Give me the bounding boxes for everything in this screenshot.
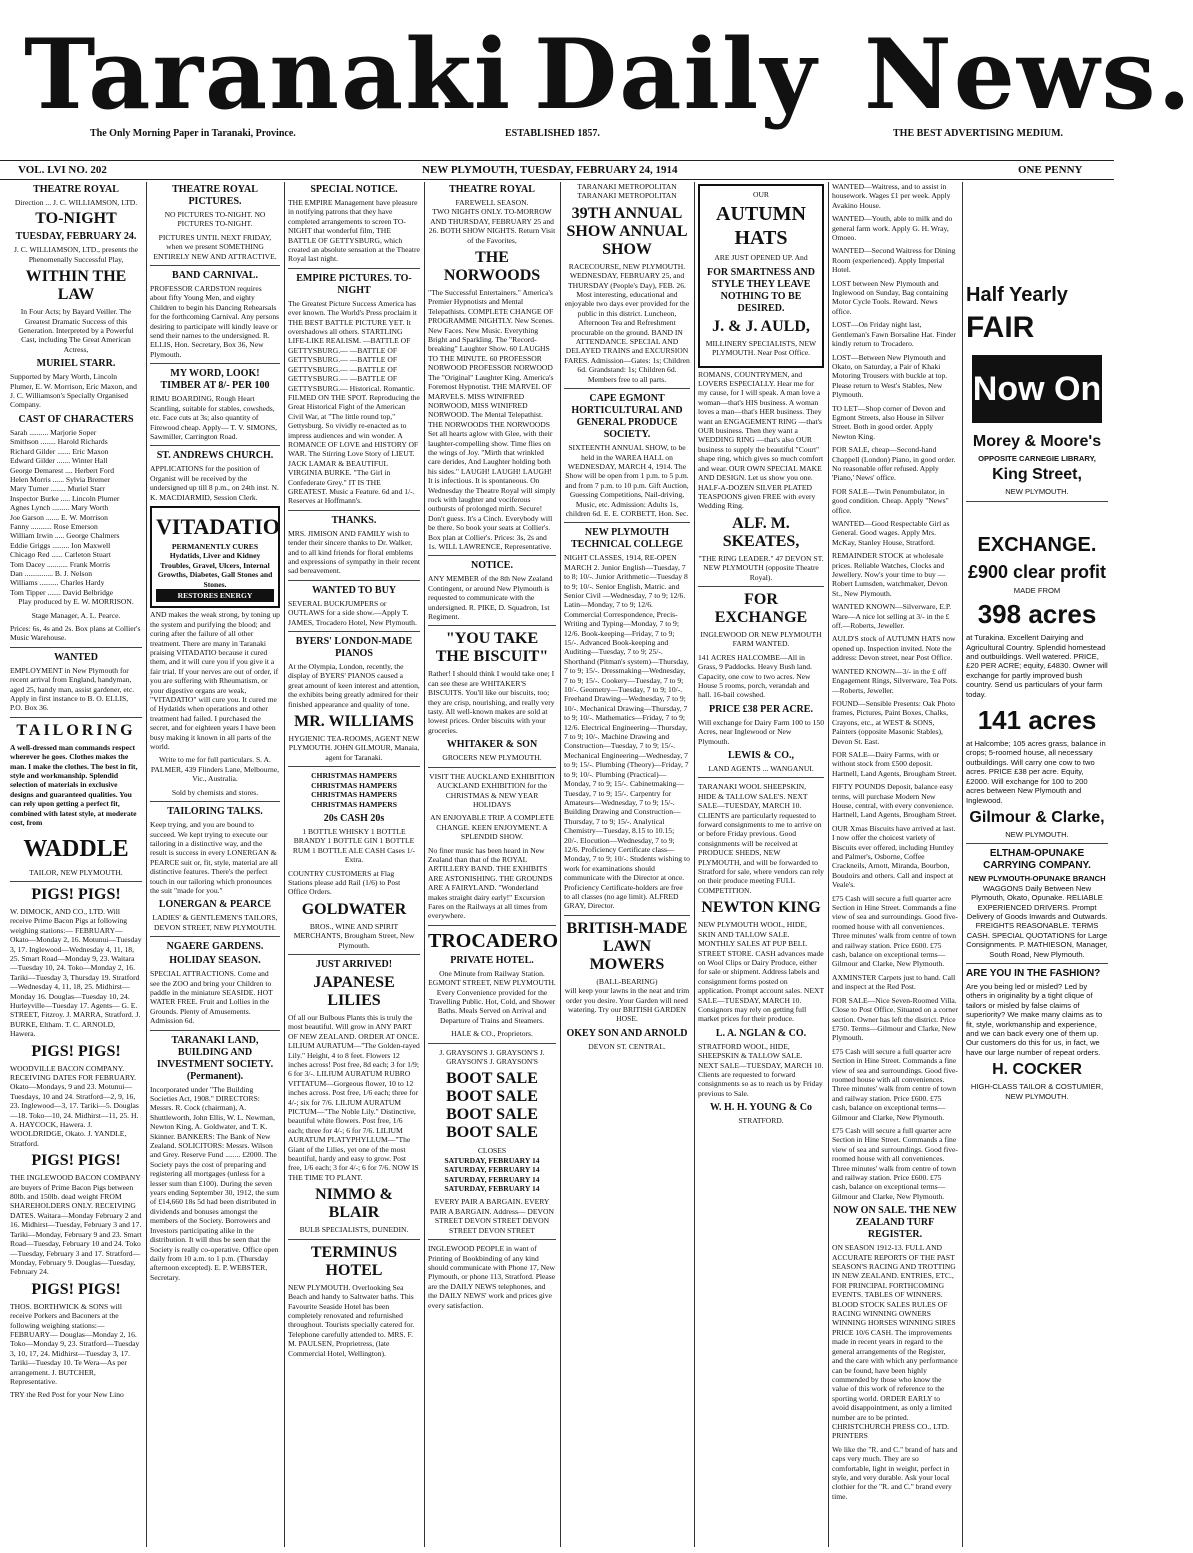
band-carnival-text: PROFESSOR CARDSTON requires about fifty Young Men, and eighty Children to begin his Dancing Rehearsals for the forthcoming Carnival. Any persons desiring to participate will kindly leave or send their names to the undersigned. R. ELLIS, Hon. Secretary, Box 36, New Plymouth. xyxy=(150,284,280,359)
romans-text: ROMANS, COUNTRYMEN, and LOVERS ESPECIALLY. Hear me for my cause, for I will speak. A man love a woman—that's HIS business. A woman loves a man—that's HER business. They want an ENGAGEMENT RING —that's OUR business. Then they want a WEDDING RING —that's also OUR business to supply the beautiful "Court" shape ring, which gives so much comfort and wear. OUR OWN SPECIAL MAKE AND DESIGN. Let us show you one. HALF-A-DOZEN SILVER PLATED TEASPOONS given FREE with every Wedding Ring. xyxy=(698,369,824,511)
wanted-to-buy-text: SEVERAL BUCKJUMPERS or OUTLAWS for a side show.—Apply T. JAMES, Trocadero Hotel, New Plymouth. xyxy=(288,598,417,627)
vitadatio-sold: Sold by chemists and stores. xyxy=(171,787,259,797)
pigs-heading-3: PIGS! PIGS! xyxy=(31,1152,121,1170)
empire-pictures-text: The Greatest Picture Success America has ever known. The World's Press proclaim it THE BEST BATTLE PICTURE YET. It overshadows all others. STARTLING LIFE-LIKE REALISM. —BATTLE OF GETTYSBURG.— —BATTLE OF GETTYSBURG.— —BATTLE OF GETTYSBURG.— —BATTLE OF GETTYSBURG.— —BATTLE OF GETTYSBURG.— Historical. Romantic. FILMED ON THE SPOT. Reproducing the Great Historical Fight of the American Civil War, at "The little round top," Gettysburg. So vividly re-enacted as to impress audiences and win wonder. A ROMANCE OF LOVE and HISTORY OF WAR. The Stirring Love Story of LIEUT. JACK LAMAR & BEAUTIFUL VIRGINIA BURKE. "The Girl in Confederate Grey." IT IS THE GREATEST. Music a Feature. 6d and 1/-. Reserves at Hoffmann's. xyxy=(288,298,420,506)
williams-text: HYGIENIC TEA-ROOMS, AGENT NEW PLYMOUTH. JOHN GILMOUR, Manaia, agent for Taranaki. xyxy=(288,734,420,762)
separator xyxy=(288,954,420,955)
halcombe-text-2: at Halcombe; 105 acres grass, balance in crops; 5-roomed house, all necessary outbuildings. Will carry one cow to two acres. PRICE £38 per acre. Equity, £2000. Will exchange for 100 to 200 acres between New Plymouth and Inglewood. xyxy=(966,739,1106,805)
japanese-lilies-text: Of all our Bulbous Plants this is truly the most beautiful. Will grow in ANY PART OF NEW ZEALAND. ORDER AT ONCE. LILIUM AURATUM—"The Golden-rayed Lily." Height, 4 to 8 feet. Flowers 12 inches across! Post free, 8d each; 3 for 1/9; 6 for 3/-. LILIUM AURATUM RUBRO VITTATUM—Gorgeous flower, 10 to 12 inches across. Post free, 1/6 each; three for 4/-; six for 7/6. LILIUM AURATUM PICTUM—"The Noble Lily." Distinctive, beautiful white flowers. Post free, 1/6 each; three for 4/-; 6 for 7/6. LILIUM AURATUM PLATYPHYLLUM—"The Giant of the Lilies, yet one of the most beautiful, hardy and easy to grow. Post free, 1/6 each; 3 for 4/-; 6 for 7/6. NOW IS THE TIME TO PLANT. xyxy=(288,1012,420,1182)
trocadero-subtitle: PRIVATE HOTEL. xyxy=(450,954,534,966)
cocker-address: HIGH-CLASS TAILOR & COSTUMIER, NEW PLYMOUTH. xyxy=(970,1082,1104,1101)
whitaker-address: GROCERS NEW PLYMOUTH. xyxy=(442,753,542,763)
okey-address: DEVON ST. CENTRAL. xyxy=(588,1041,666,1051)
gilmour-address: NEW PLYMOUTH. xyxy=(1005,829,1069,839)
country-customers: COUNTRY CUSTOMERS at Flag Stations please add Rail (1/6) to Post Office Orders. xyxy=(288,868,401,897)
presents: J. C. WILLIAMSON, LTD., presents the Phenomenally Successful Play, xyxy=(13,245,139,264)
vitadatio-ad xyxy=(150,506,280,608)
column-rule xyxy=(962,182,963,1547)
classified-wanted-5: WANTED KNOWN—Silverware, E.P. Ware—A nice lot selling at 3/- in the £ off.—Roberts, Jeweller. xyxy=(832,602,952,631)
goldwater-text: BROS., WINE AND SPIRIT MERCHANTS, Brougham Street, New Plymouth. xyxy=(293,921,415,950)
inglewood-printing: INGLEWOOD PEOPLE in want of Printing of Bookbinding of any kind should communicate with Phone 17, New Plymouth, or phone 113, Stratford. Please are the DAILY NEWS telephones, and the DAILY NEWS' work and prices give every satisfaction. xyxy=(428,1244,556,1310)
theatre-royal-heading: THEATRE ROYAL xyxy=(33,184,119,195)
exchange-heading: EXCHANGE. xyxy=(977,533,1097,556)
waddle-subtitle: TAILOR, NEW PLYMOUTH. xyxy=(29,867,123,877)
wanted-text: EMPLOYMENT in New Plymouth for recent arrival from England, handyman, aged 25, handy man, assist gardener, etc. Apply in first instance to B. O. ELLIS, P.O. Box 36. xyxy=(10,665,135,713)
halcombe-exchange: Will exchange for Dairy Farm 100 to 150 Acres, near Inglewood or New Plymouth. xyxy=(698,717,825,746)
theatre-royal-heading-2: THEATRE ROYAL xyxy=(449,184,535,195)
classified-lost-3: LOST—Between New Plymouth and Okato, on Saturday, a Pair of Khaki Motoring Trousers with buckle at top. Please return to West's Stables, New Plymouth. xyxy=(832,352,948,400)
pigs-text-3: THE INGLEWOOD BACON COMPANY are buyers of Prime Bacon Pigs between 80lb. and 150lb. dead weight FROM SHAREHOLDERS ONLY. RECEIVING DATES. Waitara—Monday February 2 and 16. Midhirst—Tuesday, February 3 and 17. Tariki—Monday, February 9 and 23. Smart Road—Tuesday, February 10 and 24. Toko—Tuesday, February 3 and 17. Stratford—Monday, February 9. Douglas—Tuesday, February 24. xyxy=(10,1173,142,1277)
auld-name: J. & J. AULD, xyxy=(712,317,810,335)
acres-141: 141 acres xyxy=(977,705,1097,736)
dateline xyxy=(0,160,1114,180)
separator xyxy=(428,1239,556,1240)
column-rule xyxy=(146,182,147,1547)
price: ONE PENNY xyxy=(1018,164,1083,176)
anglan-text: STRATFORD WOOL, HIDE, SHEEPSKIN & TALLOW SALE. NEXT SALE—TUESDAY, MARCH 10. Clients are requested to forward consignments so as to reach us by Friday previous to Sale. xyxy=(698,1041,824,1098)
waddle-name: WADDLE xyxy=(23,835,129,862)
lonergan-pearce: LONERGAN & PEARCE xyxy=(158,899,272,911)
volume-number: VOL. LVI NO. 202 xyxy=(18,164,107,176)
fashion-text: Are you being led or misled? Led by others in originality by a tight clique of tailors or misled by false claims of superiority? We make many claims as to fit, style, workmanship and experience, and we can back every one of them up. Our customers do this for us, in fact, we have our large number of repeat orders. xyxy=(966,981,1103,1057)
notice-text: ANY MEMBER of the 8th New Zealand Contingent, or around New Plymouth is requested to communicate with the undersigned. R. PIKE, D. Squadron, 1st Regiment. xyxy=(428,574,553,622)
japanese-lilies-heading: JAPANESE LILIES xyxy=(313,973,395,1009)
anglan-co: L. A. NGLAN & CO. xyxy=(715,1027,807,1039)
column-rule xyxy=(828,182,829,1547)
column-3 xyxy=(288,182,420,1542)
trocadero-heading: TROCADERO xyxy=(428,929,559,952)
terminus-hotel-heading: TERMINUS HOTEL xyxy=(310,1243,398,1279)
separator xyxy=(150,801,280,802)
classified-wanted-3: WANTED—Second Waitress for Dining Room (experienced). Apply Imperial Hotel. xyxy=(832,246,956,275)
classified-section-1: £75 Cash will secure a full quarter acre Section in Hine Street. Commands a fine view of sea and surroundings. Good five-roomed house with all conveniences. Three minutes' walk from centre of town and railway station. Price £600. £75 cash, balance on exceptional terms—Gilmour and Clarke, New Plymouth. xyxy=(832,893,958,969)
play-description: In Four Acts; by Bayard Veiller. The Greatest Dramatic Success of this Generation. Interpreted by a Powerful Cast, including The Great American Actress, xyxy=(18,307,134,354)
classified-for-sale-4: FOR SALE—Nice Seven-Roomed Villa. Close to Post Office. Situated on a corner section. Owner has left the district. Price £750. Terms—Gilmour and Clarke, New Plymouth. xyxy=(832,995,958,1043)
classified-found: FOUND—Sensible Presents: Oak Photo frames, Pictures, Paint Boxes, Chalks, Crayons, etc., at WEST & SONS, Painters (opposite Masonic Stables), Devon St. East. xyxy=(832,698,955,746)
gilmour-clarke: Gilmour & Clarke, xyxy=(969,808,1105,826)
separator xyxy=(288,580,420,581)
nimmo-blair-text: BULB SPECIALISTS, DUNEDIN. xyxy=(299,1225,409,1235)
rc-hats-text: We like the "R. and C." brand of hats and caps very much. They are so comfortable, light in weight, perfect in style, and very durable. Ask your local clothier for the "R. and C." brand every time. xyxy=(832,1444,958,1501)
separator xyxy=(428,767,556,768)
tailoring-text: A well-dressed man commands respect wherever he goes. Clothes makes the man. I make the clothes. The best in fit, style and workmanship. Splendid selection of materials in exclusive designs and guaranteed qualities. You can rely upon getting a perfect fit, combined with latest style, at moderate cost, from xyxy=(10,742,138,828)
strapline-established: ESTABLISHED 1857. xyxy=(505,128,600,139)
williams-heading: MR. WILLIAMS xyxy=(294,713,414,731)
show-date: TUESDAY, FEBRUARY 24. xyxy=(15,231,137,243)
strapline-right: THE BEST ADVERTISING MEDIUM. xyxy=(893,128,1064,139)
for-exchange-heading: FOR EXCHANGE xyxy=(714,590,808,626)
separator xyxy=(150,936,280,937)
column-5 xyxy=(564,182,690,1542)
annual-show-heading: 39TH ANNUAL SHOW ANNUAL SHOW xyxy=(566,204,688,258)
farewell-season: FAREWELL SEASON. xyxy=(455,198,529,207)
separator xyxy=(428,925,556,926)
classified-for-sale-1: FOR SALE, cheap—Second-hand Chappell (London) Piano, in good order. No reasonable offer refused. Apply 'Piano,' News' office. xyxy=(832,445,956,483)
place-and-date: NEW PLYMOUTH, TUESDAY, FEBRUARY 24, 1914 xyxy=(422,164,678,176)
separator xyxy=(288,766,420,767)
tailoring-talks-heading: TAILORING TALKS. xyxy=(167,806,263,818)
classified-axminster: AXMINSTER Carpets just to hand. Call and inspect at the Red Post. xyxy=(832,972,956,992)
hamper-price: 20s CASH 20s xyxy=(323,812,385,824)
classified-to-let: TO LET—Shop corner of Devon and Egmont Streets, also House in Silver Street. Both in good order. Apply Newton King. xyxy=(832,403,946,441)
separator xyxy=(10,881,142,882)
clear-profit: £900 clear profit xyxy=(967,561,1107,582)
separator xyxy=(564,915,690,916)
church-heading: ST. ANDREWS CHURCH. xyxy=(156,450,274,462)
hats-opened: ARE JUST OPENED UP. And xyxy=(714,253,808,263)
direction: Direction ... J. C. WILLIAMSON, LTD. xyxy=(14,198,138,207)
thanks-heading: THANKS. xyxy=(331,514,377,526)
column-rule xyxy=(284,182,285,1547)
tailoring-heading: TAILORING xyxy=(16,721,136,739)
skeates-address: "THE RING LEADER." 47 DEVON ST. NEW PLYMOUTH (opposite Theatre Royal). xyxy=(698,553,824,582)
no-pictures: NO PICTURES TO-NIGHT. NO PICTURES TO-NIGHT. xyxy=(164,210,266,229)
separator xyxy=(564,522,690,523)
separator xyxy=(288,510,420,511)
separator xyxy=(150,1030,280,1031)
cape-egmont-text: SIXTEENTH ANNUAL SHOW, to be held in the WAREA HALL on WEDNESDAY, MARCH 4, 1914. The Show will be open from 1 p.m. to 5 p.m. and from 7 p.m. to 10 p.m. Gift Auction, Guessing Competitions, Nail-driving, Music, etc. Admission: Adults 1s, children 6d. E. E. CORBETT, Hon. Sec. xyxy=(565,443,689,518)
exhibition-band: No finer music has been heard in New Zealand than that of the ROYAL ARTILLERY BAND. THE EXHIBITS ARE ASTONISHING. THE GROUNDS ARE A FAIRYLAND. "Wonderland makes straight dairy early!" Excursion Fares on the Railways at all times from everywhere. xyxy=(428,845,553,921)
now-on-box: Now On xyxy=(972,355,1102,423)
separator xyxy=(288,268,420,269)
band-carnival-heading: BAND CARNIVAL. xyxy=(172,270,258,282)
lewis-address: LAND AGENTS ... WANGANUI. xyxy=(708,764,814,773)
classified-wanted-4: WANTED—Good Respectable Girl as General. Good wages. Apply Mrs. McKay, Stanley House, Stratford. xyxy=(832,519,950,547)
church-text: APPLICATIONS for the position of Organist will be received by the undersigned up till 8 p.m., on 24th inst. N. K. MACDIARMID, Session Clerk. xyxy=(150,464,279,502)
vitadatio-address: Write to me for full particulars. S. A. PALMER, 439 Flinders Lane, Melbourne, Vic., Australia. xyxy=(150,755,280,784)
producer: Play produced by E. W. MORRISON. xyxy=(18,597,134,607)
column-rule xyxy=(424,182,425,1547)
turf-register-text: ON SEASON 1912-13. FULL AND ACCURATE REPORTS OF THE PAST SEASON'S RACING AND TROTTING IN NEW ZEALAND. ENTRIES, ETC., FOR PRINCIPAL FORTHCOMING EVENTS. TABLES OF WINNERS. BLOOD STOCK SALES RULES OF RACING WINNING OWNERS WINNING HORSES WINNING SIRES PRICE 10/6 CASH. The improvements made in recent years in regard to the general arrangements of the Register, and the care with which any performance can be found, have been highly commended by those who know the value of this work of reference to the sporting world. ORDER EARLY to avoid disappointment, as only a limited number are to be printed. CHRISTCHURCH PRESS CO., LTD. PRINTERS xyxy=(832,1243,958,1441)
notice-heading: NOTICE. xyxy=(471,560,513,572)
pigs-heading-4: PIGS! PIGS! xyxy=(31,1280,121,1298)
biscuit-heading: "YOU TAKE THE BISCUIT" xyxy=(435,630,549,666)
lawn-mowers-heading: BRITISH-MADE LAWN MOWERS xyxy=(566,919,688,973)
christmas-hampers: CHRISTMAS HAMPERS CHRISTMAS HAMPERS CHRISTMAS HAMPERS CHRISTMAS HAMPERS xyxy=(311,771,397,809)
footer-note: TRY the Red Post for your New Lino xyxy=(10,1390,124,1400)
masthead-word-news: News. xyxy=(864,18,1193,131)
okey-son-arnold: OKEY SON AND ARNOLD xyxy=(566,1027,688,1039)
column-rule xyxy=(694,182,695,1547)
masthead-word-taranaki: Taranaki xyxy=(24,18,513,131)
star-name: MURIEL STARR. xyxy=(36,358,116,370)
made-from: MADE FROM xyxy=(1013,585,1061,595)
pigs-heading-2: PIGS! PIGS! xyxy=(31,1042,121,1060)
timber-text: RIMU BOARDING, Rough Heart Scantling, suitable for stables, cowsheds, etc. Face cuts at 3s; also quantity of Firewood cheap. Apply— T. V. SIMONS, Sawmiller, Carrington Road. xyxy=(150,394,278,441)
closes: CLOSES xyxy=(477,1146,507,1156)
technical-college-heading: NEW PLYMOUTH TECHNICAL COLLEGE xyxy=(571,527,683,551)
supporting-cast: Supported by Mary Worth, Lincoln Plumer, E. W. Morrison, Eric Maxon, and J. C. Williamson's Specially Organised Company. xyxy=(10,372,137,410)
special-notice-text: THE EMPIRE Management have pleasure in notifying patrons that they have completed arrangements to screen TO-NIGHT that wonderful film, THE BATTLE OF GETTYSBURG, which created an absolute sensation at the Theatre Royal last night. xyxy=(288,198,420,264)
auckland-exhibition: VISIT THE AUCKLAND EXHIBITION AUCKLAND EXHIBITION for the CHRISTMAS & NEW YEAR HOLIDAYS xyxy=(429,771,555,809)
cape-egmont-heading: CAPE EGMONT HORTICULTURAL AND GENERAL PRODUCE SOCIETY. xyxy=(571,393,683,441)
turf-register-heading: NOW ON SALE. THE NEW ZEALAND TURF REGISTER. xyxy=(833,1205,957,1241)
classified-remainder: REMAINDER STOCK at wholesale prices. Reliable Watches, Clocks and Jewellery. Now's your time to buy —Robert Lumsden, watchmaker, Devon St., New Plymouth. xyxy=(832,551,948,598)
play-title: WITHIN THE LAW xyxy=(25,268,127,304)
vitadatio-title: VITADATIO xyxy=(156,513,280,539)
cast-list: Sarah .......... Marjorie Soper Smithson ........ Harold Richards Richard Gilder ....... Eric Maxon Edward Gilder ....... Winter Hall George Demarest .... Herbert Ford Helen Morris ...... Sylvia Bremer Mary Turner ........ Muriel Starr Inspector Burke ..... Lincoln Plumer Agnes Lynch ......... Mary Worth Joe Garson ....... E. W. Morrison Fanny ........... Rose Emerson William Irwin ..... George Chalmers Eddie Griggs ......... Ion Maxwell Chicago Red ...... Carleton Stuart Tom Dacey ........... Frank Morris Dan ............... B. J. Nelson Williams .......... Charles Hardy Tom Tipper ....... David Belbridge xyxy=(10,427,120,597)
special-notice-heading: SPECIAL NOTICE. xyxy=(310,184,398,195)
hale-proprietors: HALE & CO., Proprietors. xyxy=(451,1029,533,1039)
annual-show-text: RACECOURSE, NEW PLYMOUTH. WEDNESDAY, FEBRUARY 25, and THURSDAY (People's Day), FEB. 26. Most interesting, educational and enjoyable two days ever provided for the public in this district. Luncheon, Afternoon Tea and Refreshment procurable on the ground. BAND IN ATTENDANCE. SPECIAL AND DELAYED TRAINS and EXCURSION FARES. Admission—Gates: 1s; Children 6d. Grandstand: 1s; Children 6d. Members free to all parts. xyxy=(564,261,690,384)
holiday-season: HOLIDAY SEASON. xyxy=(169,955,261,967)
terminus-hotel-text: NEW PLYMOUTH. Overlooking Sea Beach and handy to Saltwater baths. This Favourite Seaside Hotel has been completely renovated and refurnished throughout. Tourists specially catered for. Telephone carefully attended to. MRS. F. M. PAULSEN, Proprietress, (late Commercial Hotel, Wellington). xyxy=(288,1282,415,1358)
separator xyxy=(10,647,142,648)
pictures-until: PICTURES UNTIL NEXT FRIDAY, when we present SOMETHING ENTIRELY NEW AND ATTRACTIVE. xyxy=(153,232,277,261)
wanted-heading: WANTED xyxy=(54,651,98,663)
autumn-hats: AUTUMN HATS xyxy=(716,203,806,250)
for-exchange-sub: INGLEWOOD OR NEW PLYMOUTH FARM WANTED. xyxy=(700,629,822,649)
restores-energy-banner: RESTORES ENERGY xyxy=(156,589,274,602)
wanted-to-buy-heading: WANTED TO BUY xyxy=(311,584,397,596)
strapline-left: The Only Morning Paper in Taranaki, Province. xyxy=(90,128,296,139)
masthead-word-daily: Daily xyxy=(534,18,819,131)
classified-wanted-6: WANTED KNOWN—3/- in the £ off Engagement Rings, Silverware, Tea Pots.—Roberts, Jeweller. xyxy=(832,666,958,695)
price-per-acre: PRICE £38 PER ACRE. xyxy=(709,703,813,715)
classified-lost-2: LOST—On Friday night last, Gentleman's Fawn Borsaline Hat. Finder kindly return to Trocadero. xyxy=(832,320,956,349)
branch: NEW PLYMOUTH-OPUNAKE BRANCH xyxy=(968,874,1106,884)
lawn-mowers-text: will keep your lawns in the neat and trim order you desire. Your Garden will need watering. Try our BRITISH GARDEN HOSE. xyxy=(564,986,690,1024)
hamper-contents: 1 BOTTLE WHISKY 1 BOTTLE BRANDY 1 BOTTLE GIN 1 BOTTLE RUM 1 BOTTLE ALE CASH Cases 1/- Extra. xyxy=(292,826,416,865)
tailoring-talks-text: Keep trying, and you are bound to succeed. We kept trying to execute our tailoring in a distinctive way, and the result is success in every LONERGAN & PEARCE suit or, fit, style, material are all distinctive features. There's the perfect touch in our tailoring which pronounces the suit "made for you." xyxy=(150,820,278,895)
classified-fifty-pounds: FIFTY POUNDS Deposit, balance easy terms, will purchase Modern New House, central, with every convenience. Hartnell, Land Agents, Brougham Street. xyxy=(832,782,957,820)
turakina-text: at Turakina. Excellent Dairying and Agricultural Country. Splendid homestead and outbuildings. Well watered. PRICE, £20 PER ACRE; equity, £4830. Owner will exchange for partly improved bush country. Send us particulars of your farm today. xyxy=(966,633,1108,699)
classified-for-sale-2: FOR SALE—Twin Penumbulator, in good condition. Cheap. Apply "News" office. xyxy=(832,486,949,515)
young-co: W. H. H. YOUNG & Co xyxy=(709,1102,813,1114)
thanks-text: MRS. JIMISON AND FAMILY wish to tender their sincere thanks to Dr. Walker, and to all kind friends for floral emblems and expressions of sympathy in their recent sad bereavement. xyxy=(288,528,421,576)
morey-moore: Morey & Moore's xyxy=(972,433,1102,450)
separator xyxy=(10,717,142,718)
smartness-text: FOR SMARTNESS AND STYLE THEY LEAVE NOTHING TO BE DESIRED. xyxy=(707,266,815,314)
biscuit-text: Rather! I should think I would take one; I can see these are WHITAKER'S BISCUITS. You'll like our biscuits, too; they are crisp, nourishing, and really very tasty. All well-known makes are sold at lowest prices. Order biscuits with your groceries. xyxy=(428,669,555,735)
wool-sale-text: TARANAKI WOOL SHEEPSKIN, HIDE & TALLOW SALE'S. NEXT SALE—TUESDAY, MARCH 10. CLIENTS are particularly requested to forward consignments to me to arrive on or before Friday previous. Good consignments will be received at PRODUCE SHEDS, NEW PLYMOUTH, and will be forwarded to Stratford for sale, where vendors can rely on their produce meeting FULL COMPETITION. xyxy=(698,782,824,895)
pigs-heading-1: PIGS! PIGS! xyxy=(31,885,121,903)
separator xyxy=(698,586,824,587)
newton-king: NEWTON KING xyxy=(701,899,821,917)
separator xyxy=(698,777,824,778)
norwoods-text: "The Successful Entertainers." America's Premier Hypnotists and Mental Telepathists. COMPLETE CHANGE OF PROGRAMME NIGHTLY. New Scenes. New Faces. New Music. Everything Bright and Sparkling. The "Record-breaking" Laughter Show. 60 LAUGHS TO THE MINUTE. 60 PROFESSOR NORWOOD PROFESSOR NORWOOD The "Original" Laughter King. America's Foremost Hypnotist. THE MARVEL OF MARVELS. MISS WINIFRED NORWOOD, MISS WINIFRED NORWOOD. The Mental Telepathist. THE NORWOODS THE NORWOODS Set all hearts aglow with Glee, with their laughter-compelling show. Time flies on the wings of Joy. "Mirth that wrinkled care derides, And Laughter holding both his sides." LAUGH! LAUGH! LAUGH! It is infectious. It is spontaneous. On Wednesday the Theatre Royal will simply rock with laughter and vociferous outbursts of prolonged mirth. Secure! Don't guess. It's a Cinch. Everybody will be there. So book your seats at Collier's. Box plan at Collier's. Prices: 3s, 2s and 1s. WILL LAWRENCE, Representative. xyxy=(428,288,556,551)
column-4 xyxy=(428,182,559,1542)
half-yearly: Half Yearly xyxy=(966,284,1068,306)
classified-section-3: £75 Cash will secure a full quarter acre Section in Hine Street. Commands a fine view of sea and surroundings. Good five-roomed house with all conveniences. Three minutes' walk from centre of town and railway station. Price £600. £75 cash, balance on exceptional terms—Gilmour and Clarke, New Plymouth. xyxy=(832,1125,958,1201)
column-2 xyxy=(150,182,280,1542)
newton-king-text: NEW PLYMOUTH WOOL, HIDE, SKIN AND TALLOW SALE. MONTHLY SALES AT PUP BELL STREET STORE. CASH advances made on Wool Clips or Dairy Produce, either for sale or shipment. Address labels and consignment forms posted on application. Prompt account sales. NEXT SALE—TUESDAY, MARCH 10. Consignors may rely on getting full market prices for their produce. xyxy=(698,920,824,1024)
boot-sale: BOOT SALE BOOT SALE BOOT SALE BOOT SALE xyxy=(446,1070,538,1142)
cast-heading: CAST OF CHARACTERS xyxy=(18,413,134,425)
column-8 xyxy=(966,182,1108,1542)
two-nights: TWO NIGHTS ONLY. TO-MORROW AND THURSDAY, FEBRUARY 25 and 26. BOTH SHOW NIGHTS. Return Visit of the Favorites, xyxy=(428,207,556,245)
empire-pictures-heading: EMPIRE PICTURES. TO-NIGHT xyxy=(296,272,412,296)
separator xyxy=(150,265,280,266)
waggons-text: WAGGONS Daily Between New Plymouth, Okato, Opunake. RELIABLE EXPERIENCED DRIVERS. Prompt Delivery of Goods Inwards and Outwards. FREIGHTS REASONABLE. TERMS CASH. SPECIAL QUOTATIONS for Large Consignments. P. MATHIESON, Manager, South Road, New Plymouth. xyxy=(966,883,1108,959)
masthead xyxy=(14,18,1193,131)
classified-aulds: AULD'S stock of AUTUMN HATS now opened up. Inspection invited. Note the address: Devon street, near Post Office. xyxy=(832,634,956,663)
pigs-text-1: W. DIMOCK, AND CO., LTD. Will receive Prime Bacon Pigs at following weighing stations:— FEBRUARY— Okato—Monday 2, 16. Motunui—Tuesday 3, 17. Inglewood—Wednesday 4, 11, 18, 25. Smart Road—Monday 9, 23. Waitara—Tuesday 10, 24. Toko—Monday 2, 16. Tariki—Tuesday 3, Thursday 19. Stratford—Wednesday 4, 11, 18, 25. Midhirst—Monday 16. Douglas—Tuesday 10, 24. Hurleyville—Tuesday 17. Agents— G. E. STREET, Fitzroy. J. MARRA, Stratford. J. BURKE, Eltham. T. C. ARNOLD, Hawera. xyxy=(10,906,142,1039)
separator xyxy=(428,555,556,556)
pigs-text-4: THOS. BORTHWICK & SONS will receive Porkers and Baconers at the following weighing stations:— FEBRUARY— Douglas—Monday 2, 16. Toko—Monday 9, 23. Stratford—Tuesday 3, 10, 17, 24. Midhirst—Tuesday 3, 17. Tariki—Tuesday 10. Te Wera—As per arrangement. J. BUTCHER, Representative. xyxy=(10,1301,140,1386)
new-plymouth: NEW PLYMOUTH. xyxy=(1005,487,1069,497)
column-rule xyxy=(560,182,561,1547)
ball-bearing: (BALL-BEARING) xyxy=(596,976,658,986)
nimmo-blair-heading: NIMMO & BLAIR xyxy=(315,1186,393,1222)
column-6 xyxy=(698,182,824,1542)
eltham-opunake: ELTHAM-OPUNAKE CARRYING COMPANY. xyxy=(983,848,1091,872)
vitadatio-subtitle: PERMANENTLY CURES Hydatids, Liver and Kidney Troubles, Gravel, Ulcers, Internal Growths, Diabetes, Gall Stones and Stones. xyxy=(157,541,273,589)
holiday-text: SPECIAL ATTRACTIONS. Come and see the ZOO and bring your Children to paddle in the miniature SEASIDE. HOT WATER FREE. Fruit and Lollies in the Grounds. Plenty of Amusements. Admission 6d. xyxy=(150,969,273,1026)
pigs-text-2: WOODVILLE BACON COMPANY. RECEIVING DATES FOR FEBRUARY. Okato—Mondays, 9 and 23. Motunui—Tuesdays, 10 and 24. Stratford—2, 9, 16, 23. Inglewood—3, 17. Tariki—5. Douglas—18. Toko—10, 24. Midhirst—11, 25. H. A. HAYCOCK, Hawera. J. WOOLDRIDGE, Okato. J. YANDLE, Stratford. xyxy=(10,1063,139,1148)
separator xyxy=(966,501,1108,502)
autumn-hats-ad xyxy=(698,184,824,368)
tonight: TO-NIGHT xyxy=(35,210,117,228)
bargain-address: EVERY PAIR A BARGAIN. EVERY PAIR A BARGAIN. Address— DEVON STREET DEVON STREET DEVON STREET DEVON STREET xyxy=(430,1197,554,1235)
separator xyxy=(428,625,556,626)
whitaker-son: WHITAKER & SON xyxy=(446,739,538,751)
just-arrived: JUST ARRIVED! xyxy=(315,958,393,970)
byers-pianos-text: At the Olympia, London, recently, the display of BYERS' PIANOS caused a great amount of keen interest and attention, the exhibits being greatly admired for their finished appearance and quality of tone. xyxy=(288,662,420,709)
classified-wanted-2: WANTED—Youth, able to milk and do general farm work. Apply G. H. Wray, Omoeo. xyxy=(832,214,953,243)
separator xyxy=(288,631,420,632)
lewis-co: LEWIS & CO., xyxy=(727,750,795,761)
separator xyxy=(150,445,280,446)
morey-location: OPPOSITE CARNEGIE LIBRARY, xyxy=(978,454,1096,463)
saturday-dates: SATURDAY, FEBRUARY 14 SATURDAY, FEBRUARY 14 SATURDAY, FEBRUARY 14 SATURDAY, FEBRUARY 14 xyxy=(444,1155,540,1194)
fair-heading: FAIR xyxy=(966,311,1035,344)
classified-section-2: £75 Cash will secure a full quarter acre Section in Hine Street. Commands a fine view of sea and surroundings. Good five-roomed house with all conveniences. Three minutes' walk from centre of town and railway station. Price £600. £75 cash, balance on exceptional terms—Gilmour and Clarke, New Plymouth. xyxy=(832,1046,958,1122)
classified-wanted-1: WANTED—Waitress, and to assist in housework. Wages £1 per week. Apply Avakino House. xyxy=(832,182,951,210)
vitadatio-text: AND makes the weak strong, by toning up the system and purifying the blood; and curing after the failure of all other treatment. There are many in Taranaki praising VITADATIO because it cured them, and it will cure you if you give it a fair trial. If your nerves are out of order, if you are suffering with Rheumatism, or your digestive organs are weak, "VITADATIO" will cure you. It cured me of Hydatids when operations and other treatment had failed. I purchased the secret, and for eighteen years I have been busy making it known in all parts of the world. xyxy=(150,610,280,752)
skeates-name: ALF. M. SKEATES, xyxy=(722,514,800,550)
theatre-pictures-heading: THEATRE ROYAL PICTURES. xyxy=(172,184,258,207)
technical-college-text: NIGHT CLASSES, 1914, RE-OPEN MARCH 2. Junior English—Tuesday, 7 to 8; 10/-. Junior Arithmetic—Tuesday 8 to 9; 10/-. Senior English, Matric. and Senior Civil —Wednesday, 7 to 9; 12/6. Latin—Monday, 7 to 9; 12/6. Commercial Correspondence, Precis-Writing and Typing—Monday, 7 to 9; 12/6. Book-keeping—Friday, 7 to 9; 15/-. Advanced Book-keeping and Auditing—Tuesday, 7 to 9; 25/-. Shorthand (Pitman's system)—Thursday, 7 to 9; 15/-. Dressmaking—Wednesday, 7 to 9; 15/-. Cookery—Tuesday, 7 to 9; 10/-. Geometry—Tuesday, 7 to 9; 10/-. Freehand Drawing—Wednesday, 7 to 9; 10/-. Mechanical Drawing—Thursday, 7 to 9; 10/-. Mathematics—Friday, 7 to 9; 12/6. Electrical Engineering—Thursday, 7 to 9; 10/-. Machine Drawing and Construction—Tuesday, 7 to 9; 15/-. Mechanical Engineering—Wednesday, 7 to 9; 15/-. Plumbing (Theory)—Friday, 7 to 9; 10/-. Plumbing (Practical)—Monday, 7 to 9; 15/-. Cabinetmaking—Tuesday, 7 to 9; 15/-. Carpentry for Amateurs—Wednesday, 7 to 9; 15/-. Building Drawing and Construction—Thursday, 7 to 9; 15/-. Analytical Chemistry—Tuesday, 8.15 to 10.15; 20/-. Elocution—Wednesday, 7 to 9; 12/6. Proficiency Certificate class—Monday, 7 to 9; 10/-. Students wishing to work for examinations should communicate with the Director at once. Proficiency Certificate-holders are free to all classes (no age limit). ALFRED GRAY, Director. xyxy=(564,553,690,911)
land-society-text: Incorporated under "The Building Societies Act, 1908." DIRECTORS: Messrs. R. Cock (chairman), A. Shuttleworth, John Ellis, W. L. Newman, Newton King, A. Goldwater, and T. K. Skinner. BANKERS: The Bank of New Zealand. SOLICITORS: Messrs. Wilson and Grey. Reserve Fund ........ £2000. The Society pays the cost of preparing and registering all mortgages (unless for a lesser sum than £100). During the seven years ending September 30, 1912, the sum of £14,660 18s 5d had been distributed in dividends and bonuses amongst the members of the Society. Borrowers and Investors participating alike in the distribution. It will thus be seen that the Society is really co-operative. Office open daily from 10 a.m. to 1 p.m. (Thursday afternoon excepted). E. P. WEBSTER, Secretary. xyxy=(150,1084,280,1282)
trocadero-text: One Minute from Railway Station. EGMONT STREET, NEW PLYMOUTH. Every Convenience provided for the Travelling Public. Hot, Cold, and Shower Baths. Meals Served on Arrival and Departure of Trains and Steamers. xyxy=(428,968,556,1025)
exhibition-trip: AN ENJOYABLE TRIP. A COMPLETE CHANGE. KEEN ENJOYMENT. A SPLENDID SHOW. xyxy=(430,813,554,842)
fashion-heading: ARE YOU IN THE FASHION? xyxy=(966,967,1101,979)
column-1 xyxy=(10,182,142,1542)
classified-lost-1: LOST between New Plymouth and Inglewood on Sunday, Bag containing Motor Cycle Tools. Reward. News office. xyxy=(832,278,949,316)
separator xyxy=(564,388,690,389)
h-cocker: H. COCKER xyxy=(992,1061,1082,1079)
ngaere-gardens: NGAERE GARDENS. xyxy=(166,941,264,953)
separator xyxy=(288,1239,420,1240)
halcombe-text: 141 ACRES HALCOMBE—All in Grass, 9 Paddocks. Heavy Bush land. Capacity, one cow to two acres. New House 5 rooms, porch, verandah and hall. 16-bail cowshed. xyxy=(698,652,812,700)
separator xyxy=(150,363,280,364)
byers-pianos-heading: BYERS' LONDON-MADE PIANOS xyxy=(295,636,413,660)
auld-address: MILLINERY SPECIALISTS, NEW PLYMOUTH. Near Post Office. xyxy=(705,338,817,358)
acres-398: 398 acres xyxy=(977,599,1097,630)
our-label: OUR xyxy=(752,190,770,199)
separator xyxy=(966,843,1108,844)
goldwater-heading: GOLDWATER xyxy=(301,900,407,918)
lonergan-address: LADIES' & GENTLEMEN'S TAILORS, DEVON STREET, NEW PLYMOUTH. xyxy=(152,913,278,932)
timber-heading: MY WORD, LOOK! TIMBER AT 8/- PER 100 xyxy=(160,368,270,392)
stage-manager: Stage Manager, A. L. Pearce. xyxy=(31,610,121,620)
prices: Prices: 6s, 4s and 2s. Box plans at Collier's Music Warehouse. xyxy=(10,624,141,643)
separator xyxy=(428,1043,556,1044)
young-address: STRATFORD. xyxy=(738,1116,784,1126)
classified-xmas-biscuits: OUR Xmas Biscuits have arrived at last. I now offer the choicest variety of Biscuits ever offered, including Huntley and Palmer's, Osborne, Coffee Crackneils, Arnott, Miranda, Bourbon, Boudoirs and others. Call and inspect at Veale's. xyxy=(832,823,956,890)
classified-for-sale-3: FOR SALE—Dairy Farms, with or without stock from £500 deposit. Hartnell, Land Agents, Brougham Street. xyxy=(832,749,957,778)
norwoods-heading: THE NORWOODS xyxy=(443,249,541,285)
king-street: King Street, xyxy=(992,466,1082,484)
metropolitan: TARANAKI METROPOLITAN TARANAKI METROPOLITAN xyxy=(577,182,677,201)
separator xyxy=(966,963,1108,964)
land-society-heading: TARANAKI LAND, BUILDING AND INVESTMENT SOCIETY. (Permanent). xyxy=(156,1034,274,1082)
column-7 xyxy=(832,182,958,1542)
graysons: J. GRAYSON'S J. GRAYSON'S J. GRAYSON'S J. GRAYSON'S xyxy=(439,1047,545,1067)
